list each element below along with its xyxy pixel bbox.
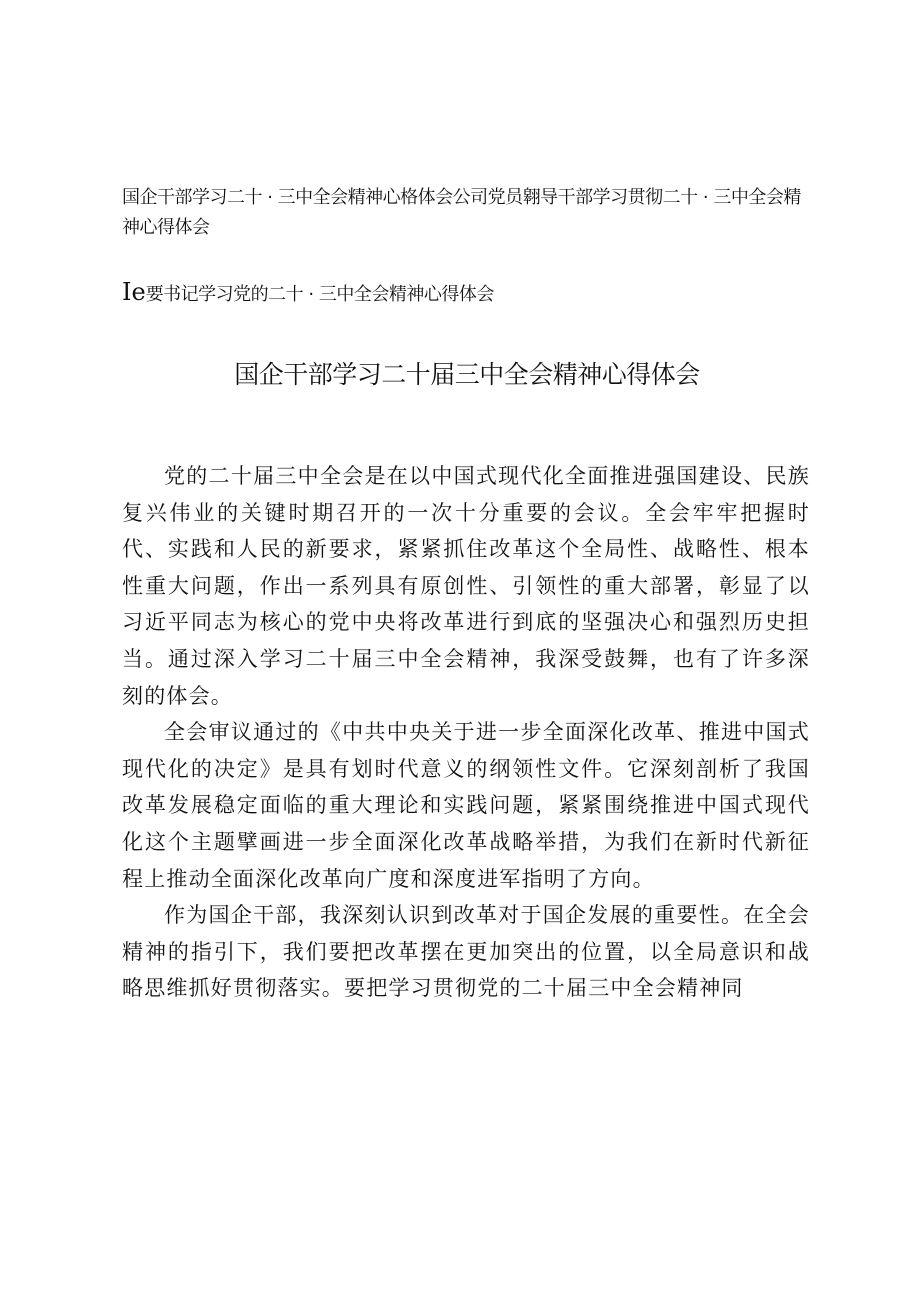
toc-entry-2-lead: Ie: [122, 278, 146, 306]
toc-entry-1-text: 国企干部学习二十 · 三中全会精神心格体会公司党员翱导干部学习贯彻二十 · 三中全会精神心得体会: [122, 187, 801, 238]
body-paragraph-2: 全会审议通过的《中共中央关于进一步全面深化改革、推进中国式现代化的决定》是具有划时代意义的纲领性文件。它深刻剖析了我国改革发展稳定面临的重大理论和实践问题，紧紧围绕推进中国式现代化这个主题擘画进一步全面深化改革战略举措，为我们在新时代新征程上推动全面深化改革向广度和深度进军指明了方向。: [122, 720, 810, 891]
document-body: [122, 458, 810, 1007]
body-paragraph-1: 党的二十届三中全会是在以中国式现代化全面推进强国建设、民族复兴伟业的关键时期召开的一次十分重要的会议。全会牢牢把握时代、实践和人民的新要求，紧紧抓住改革这个全局性、战略性、根本性重大问题，作出一系列具有原创性、引领性的重大部署，彰显了以习近平同志为核心的党中央将改革进行到底的坚强决心和强烈历史担当。通过深入学习二十届三中全会精神，我深受鼓舞，也有了许多深刻的体会。: [122, 464, 810, 708]
toc-entry-1[interactable]: [122, 183, 812, 243]
body-paragraph-3: 作为国企干部，我深刻认识到改革对于国企发展的重要性。在全会精神的指引下，我们要把改革摆在更加突出的位置，以全局意识和战略思维抓好贯彻落实。要把学习贯彻党的二十届三中全会精神同: [122, 903, 810, 1001]
document-title: 国企干部学习二十届三中全会精神心得体会: [234, 360, 700, 389]
toc-entry-2-text: 要书记学习党的二十 · 三中全会精神心得体会: [145, 284, 494, 305]
toc-entry-2[interactable]: [122, 277, 812, 310]
